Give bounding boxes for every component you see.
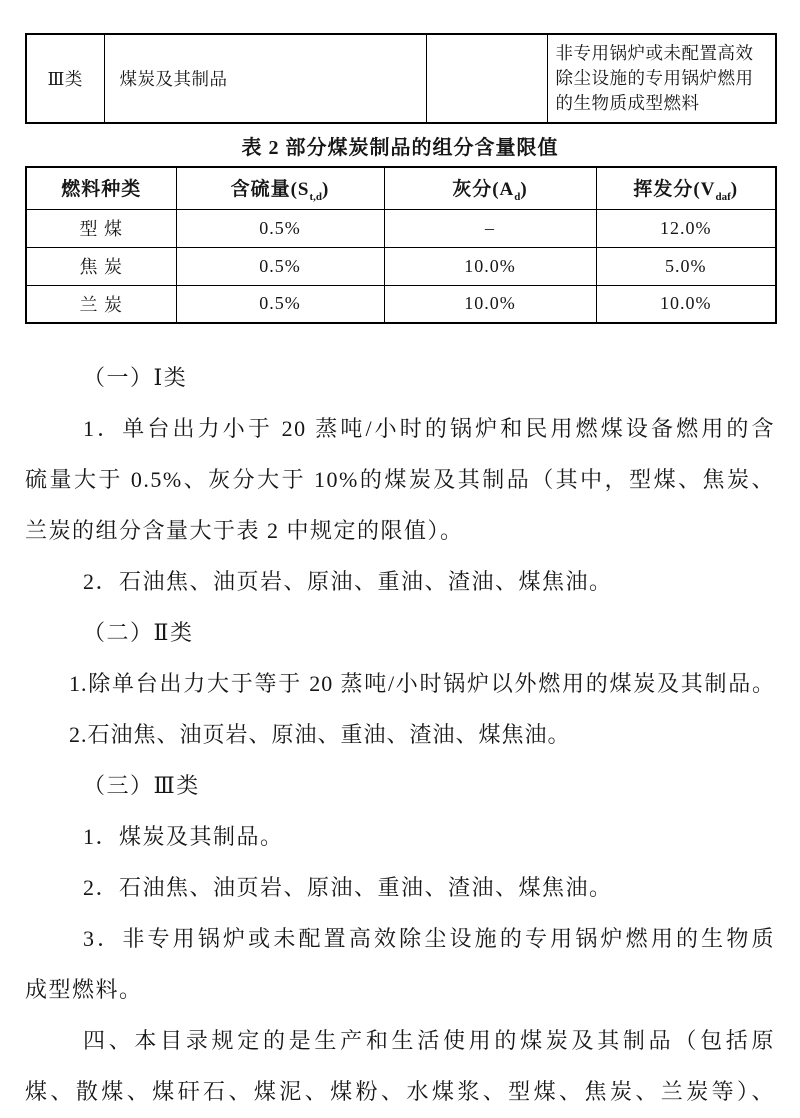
sulfur-value-cell: 0.5% <box>176 247 384 285</box>
paragraph-line: 1．煤炭及其制品。 <box>83 824 284 849</box>
header-volatile <box>596 167 776 209</box>
document-body <box>25 352 775 1117</box>
sulfur-value-cell: 0.5% <box>176 209 384 247</box>
paragraph-line: 2．石油焦、油页岩、原油、重油、渣油、煤焦油。 <box>83 569 613 594</box>
description-cell: 非专用锅炉或未配置高效除尘设施的专用锅炉燃用的生物质成型燃料 <box>547 34 776 123</box>
header-text: ) <box>730 178 739 200</box>
paragraph-line: 硫量大于 0.5%、灰分大于 10%的煤炭及其制品（其中，型煤、焦炭、 <box>25 467 775 492</box>
paragraph-line: 3．非专用锅炉或未配置高效除尘设施的专用锅炉燃用的生物质 <box>83 926 775 951</box>
header-subscript: daf <box>715 190 731 203</box>
sulfur-value-cell: 0.5% <box>176 285 384 323</box>
paragraph-line: 1．单台出力小于 20 蒸吨/小时的锅炉和民用燃煤设备燃用的含 <box>83 416 775 441</box>
empty-cell <box>426 34 547 123</box>
table-row <box>26 247 776 285</box>
fuel-item-cell: 煤炭及其制品 <box>104 34 426 123</box>
header-text: 含硫量(S <box>230 178 310 200</box>
paragraph-line: 兰炭的组分含量大于表 2 中规定的限值）。 <box>25 518 464 543</box>
header-text: 挥发分(V <box>633 178 716 200</box>
table2-title: 表 2 部分煤炭制品的组分含量限值 <box>241 137 559 159</box>
table-row <box>26 285 776 323</box>
header-text: ) <box>520 178 528 200</box>
paragraph-line: 成型燃料。 <box>25 977 143 1002</box>
header-ash <box>384 167 596 209</box>
fuel-category-table <box>25 33 777 124</box>
section-heading-class1: （一）Ⅰ类 <box>83 365 188 390</box>
fuel-name-cell: 兰 炭 <box>26 285 176 323</box>
header-sulfur <box>176 167 384 209</box>
paragraph-line: 1.除单台出力大于等于 20 蒸吨/小时锅炉以外燃用的煤炭及其制品。 <box>69 671 775 696</box>
header-text: ) <box>322 178 330 200</box>
paragraph-line: 2.石油焦、油页岩、原油、重油、渣油、煤焦油。 <box>69 722 571 747</box>
volatile-value-cell: 12.0% <box>596 209 776 247</box>
ash-value-cell: 10.0% <box>384 247 596 285</box>
ash-value-cell: 10.0% <box>384 285 596 323</box>
coal-product-limits-table <box>25 166 777 324</box>
header-subscript: d <box>514 190 521 203</box>
paragraph-line: 四、本目录规定的是生产和生活使用的煤炭及其制品（包括原 <box>83 1028 775 1053</box>
fuel-name-cell: 焦 炭 <box>26 247 176 285</box>
header-text: 灰分(A <box>452 178 515 200</box>
header-text: 燃料种类 <box>61 178 142 200</box>
table-header-row <box>26 167 776 209</box>
section-heading-class3: （三）Ⅲ类 <box>83 773 200 798</box>
fuel-name-cell: 型 煤 <box>26 209 176 247</box>
paragraph-line: 2．石油焦、油页岩、原油、重油、渣油、煤焦油。 <box>83 875 613 900</box>
volatile-value-cell: 5.0% <box>596 247 776 285</box>
header-subscript: t,d <box>309 190 323 203</box>
table-row <box>26 209 776 247</box>
ash-value-cell: – <box>384 209 596 247</box>
paragraph-line: 煤、散煤、煤矸石、煤泥、煤粉、水煤浆、型煤、焦炭、兰炭等）、 <box>25 1079 775 1104</box>
table-row <box>26 34 776 123</box>
volatile-value-cell: 10.0% <box>596 285 776 323</box>
category-cell: Ⅲ类 <box>26 34 104 123</box>
section-heading-class2: （二）Ⅱ类 <box>83 620 194 645</box>
header-fuel-type <box>26 167 176 209</box>
